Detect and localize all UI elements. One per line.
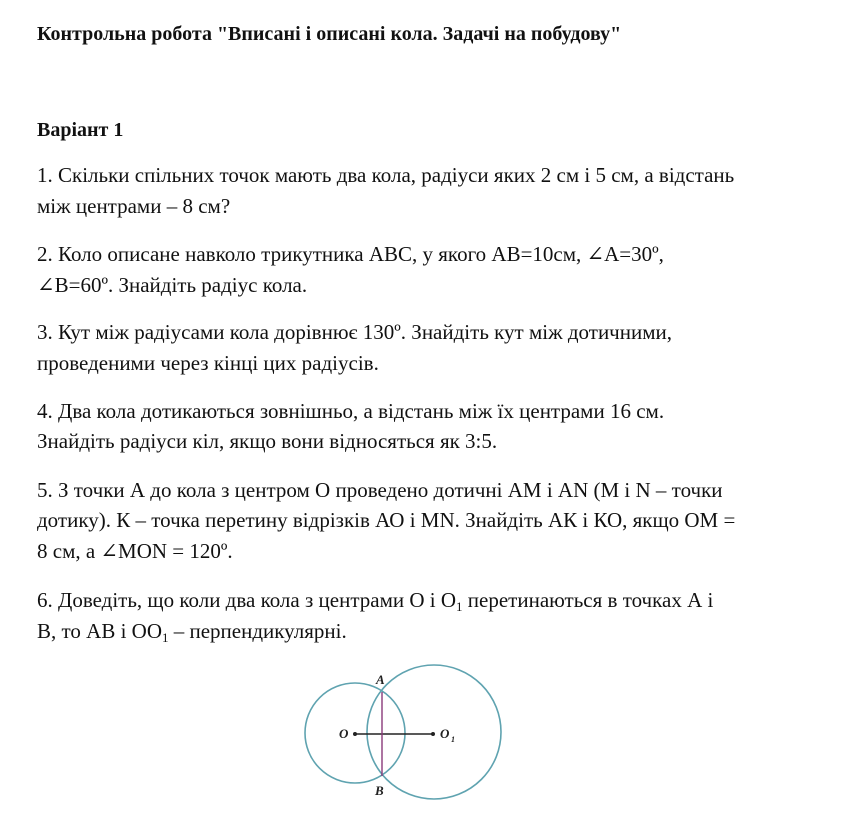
text-segment: В, то АВ і ОО: [37, 619, 162, 643]
text-segment: перетинаються в точках А і: [462, 588, 714, 612]
problem-1-line-1: 1. Скільки спільних точок мають два кола, радіуси яких 2 см і 5 см, а відстань: [37, 163, 735, 187]
problem-1-line-2: між центрами – 8 см?: [37, 194, 231, 218]
variant-heading: Варіант 1: [37, 119, 124, 141]
label-o1: O: [440, 726, 450, 741]
label-o1-subscript: 1: [451, 735, 455, 744]
document-title: Контрольна робота "Вписані і описані кола. Задачі на побудову": [37, 23, 622, 45]
circle-o1: [367, 665, 501, 799]
problem-2-line-1: 2. Коло описане навколо трикутника АВС, у якого АВ=10см, ∠А=30º,: [37, 242, 664, 266]
text-segment: 6. Доведіть, що коли два кола з центрами О і О: [37, 588, 457, 612]
problem-4-line-1: 4. Два кола дотикаються зовнішньо, а відстань між їх центрами 16 см.: [37, 399, 665, 423]
problem-3-line-1: 3. Кут між радіусами кола дорівнює 130º. Знайдіть кут між дотичними,: [37, 320, 672, 344]
problem-4-line-2: Знайдіть радіуси кіл, якщо вони відносяться як 3:5.: [37, 429, 498, 453]
subscript: 1: [456, 599, 463, 614]
problem-3-line-2: проведеними через кінці цих радіусів.: [37, 351, 379, 375]
point-o: [353, 732, 357, 736]
label-o: O: [339, 726, 349, 741]
label-a: A: [376, 672, 385, 687]
problem-5-line-3: 8 см, а ∠MON = 120º.: [37, 539, 233, 563]
problem-5-line-2: дотику). К – точка перетину відрізків АО і МN. Знайдіть АК і КО, якщо ОМ =: [37, 508, 736, 532]
subscript: 1: [162, 630, 169, 645]
text-segment: – перпендикулярні.: [168, 619, 347, 643]
problem-2-line-2: ∠В=60º. Знайдіть радіус кола.: [37, 273, 308, 297]
label-b: B: [375, 783, 384, 798]
point-o1: [431, 732, 435, 736]
problem-5-line-1: 5. З точки А до кола з центром О проведено дотичні АМ і АN (M i N – точки: [37, 478, 723, 502]
